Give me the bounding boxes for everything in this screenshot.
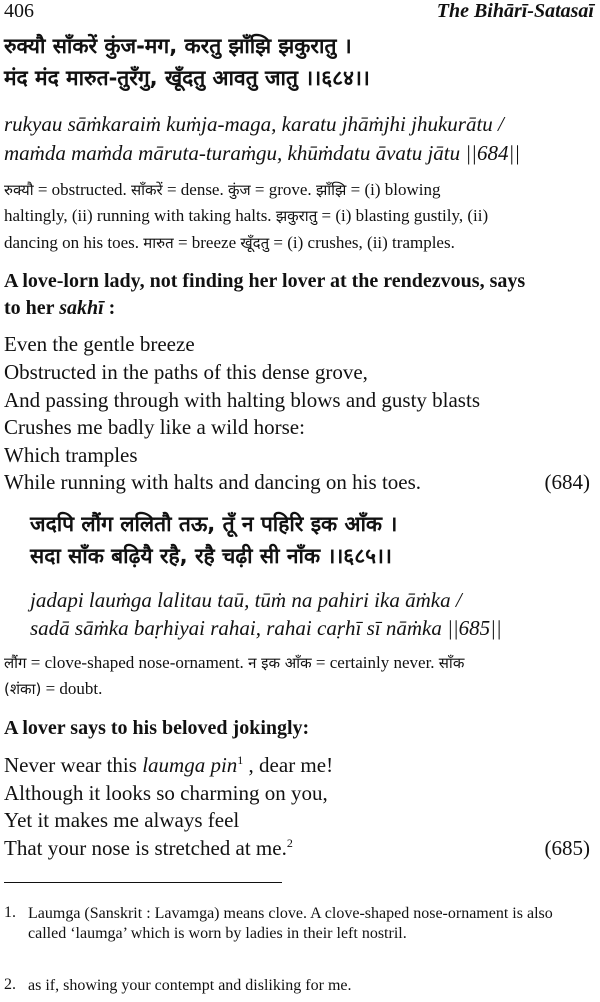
verse-text: Never wear this [4, 753, 143, 777]
doha-684-verse-line-4: Crushes me badly like a wild horse: [4, 415, 305, 439]
gloss-term: मारुत [143, 234, 174, 252]
footnote-ref-1: 1 [237, 753, 244, 767]
doha-685-number: (685) [544, 836, 590, 860]
gloss-term: कुंज [227, 181, 251, 199]
footnote-number: 2. [4, 976, 16, 993]
doha-684-verse-line-5: Which tramples [4, 443, 138, 467]
gloss-term: साँकरें [131, 181, 163, 199]
book-title: The Bihārī-Satasaī [436, 0, 594, 22]
page-number: 406 [4, 0, 34, 22]
footnote-text: as if, showing your contempt and disliking for me. [28, 977, 352, 994]
context-term-sakhi: sakhī [59, 297, 104, 319]
doha-685-context: A lover says to his beloved jokingly: [4, 717, 310, 739]
running-header [4, 0, 594, 26]
gloss-term: खूँदतु [240, 234, 270, 252]
verse-text: , dear me! [243, 753, 334, 777]
doha-685-verse-line-4 [4, 836, 293, 861]
gloss-meaning: = doubt. [41, 679, 103, 698]
verse-term-laumga: laumga pin [142, 753, 238, 777]
gloss-term: झाँझि [315, 181, 347, 199]
doha-684-verse-line-3: And passing through with halting blows and gusty blasts [4, 388, 480, 412]
footnote-text: Laumga (Sanskrit : Lavamga) means clove. A clove-shaped nose-ornament is also called ‘laumga’ which is worn by ladies in their left nostril. [28, 905, 553, 942]
doha-684-glossary-line-2 [4, 206, 488, 226]
gloss-term: झकुरातु [275, 207, 318, 225]
gloss-meaning: = grove. [250, 180, 316, 199]
gloss-meaning: = certainly never. [311, 653, 439, 672]
doha-684-devanagari-line-1: रुक्यौ साँकरें कुंज-मग, करतु झाँझि झकुरातु । [4, 34, 352, 58]
doha-685-verse-line-2: Although it looks so charming on you, [4, 781, 328, 805]
doha-685-devanagari-line-2: सदा साँक बढ़ियै रहै, रहै चढ़ी सी नाँक ।।६८५।। [30, 544, 392, 568]
doha-685-transliteration-line-2: sadā sāṁka baṛhiyai rahai, rahai caṛhī sī nāṁka ||685|| [30, 616, 502, 640]
doha-685-glossary-line-1 [4, 653, 464, 673]
doha-685-devanagari-line-1: जदपि लौंग ललितौ तऊ, तूँ न पहिरि इक आँक । [30, 512, 398, 536]
context-text: : [103, 297, 116, 319]
verse-text: That your nose is stretched at me. [4, 836, 287, 860]
gloss-meaning: = breeze [173, 233, 241, 252]
gloss-term: (शंका) [4, 680, 42, 698]
doha-685-glossary-line-2 [4, 679, 102, 699]
doha-685-transliteration-line-1: jadapi lauṁga lalitau taū, tūṁ na pahiri ika āṁka / [30, 588, 462, 612]
doha-684-context-line-1: A love-lorn lady, not finding her lover at the rendezvous, says [4, 270, 526, 292]
context-text: to her [4, 297, 60, 319]
gloss-term: न इक आँक [248, 654, 312, 672]
gloss-term: रुक्यौ [4, 181, 34, 199]
doha-685-verse-line-3: Yet it makes me always feel [4, 808, 240, 832]
gloss-term: साँक [438, 654, 465, 672]
doha-684-devanagari-line-2: मंद मंद मारुत-तुरँगु, खूँदतु आवतु जातु ।।६८४।। [4, 66, 370, 90]
doha-684-glossary-line-1 [4, 180, 441, 200]
footnote-ref-2: 2 [286, 836, 293, 850]
footnote-divider [4, 882, 282, 883]
doha-684-transliteration-line-2: maṁda maṁda māruta-turaṁgu, khūṁdatu āvatu jātu ||684|| [4, 141, 520, 165]
gloss-meaning: = (i) blowing [346, 180, 441, 199]
doha-684-verse-line-6: While running with halts and dancing on his toes. [4, 470, 422, 494]
doha-684-verse-line-1: Even the gentle breeze [4, 332, 195, 356]
gloss-term: लौंग [4, 654, 27, 672]
doha-684-verse-line-2: Obstructed in the paths of this dense grove, [4, 360, 368, 384]
gloss-meaning: haltingly, (ii) running with taking halts. [4, 206, 276, 225]
footnote-number: 1. [4, 904, 16, 921]
gloss-meaning: = dense. [162, 180, 228, 199]
doha-684-context-line-2 [4, 297, 115, 320]
doha-684-glossary-line-3 [4, 233, 455, 253]
doha-685-verse-line-1 [4, 753, 333, 778]
gloss-meaning: = obstructed. [33, 180, 131, 199]
gloss-meaning: = (i) crushes, (ii) tramples. [269, 233, 455, 252]
doha-684-number: (684) [544, 470, 590, 494]
gloss-meaning: = (i) blasting gustily, (ii) [317, 206, 489, 225]
gloss-meaning: dancing on his toes. [4, 233, 144, 252]
doha-684-transliteration-line-1: rukyau sāṁkaraiṁ kuṁja-maga, karatu jhāṁjhi jhukurātu / [4, 112, 504, 136]
gloss-meaning: = clove-shaped nose-ornament. [26, 653, 249, 672]
